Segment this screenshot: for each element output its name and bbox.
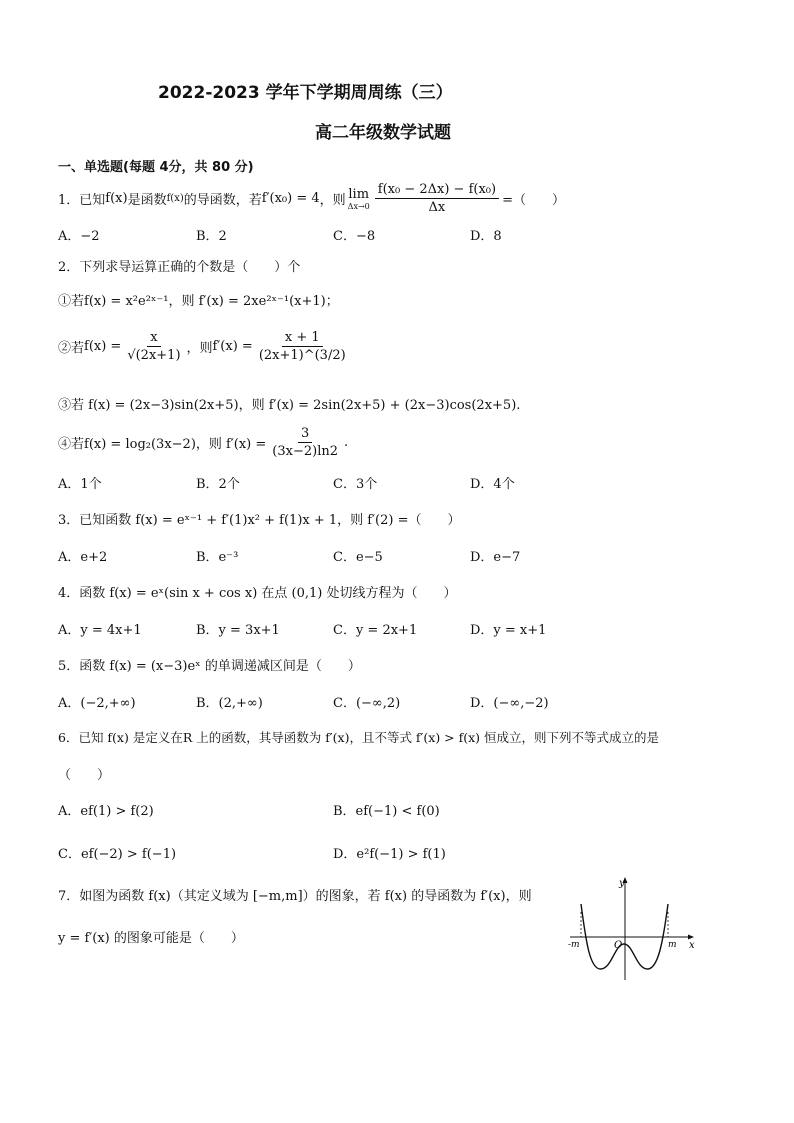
question-7-stem-line2: y = f′(x) 的图象可能是（ ）	[58, 931, 244, 946]
q3-option-b: B．e⁻³	[196, 550, 239, 565]
q1-fx2: f(x)	[166, 193, 184, 204]
q2-item2-right: f′(x) =	[212, 339, 253, 354]
q5-option-d: D．(−∞,−2)	[470, 696, 549, 711]
q2-item4-fraction	[269, 426, 341, 459]
y-label: y	[619, 878, 625, 889]
q5-option-b: B．(2,+∞)	[196, 696, 263, 711]
q2-item2-fraction	[124, 330, 183, 363]
exam-title: 2022-2023 学年下学期周周练（三）	[158, 83, 453, 103]
q1-mid3: ，则	[319, 193, 346, 208]
question-7-stem-line1: 7．如图为函数 f(x)（其定义域为 [−m,m]）的图象，若 f(x) 的导函数为 f′(x)，则	[58, 889, 532, 904]
q2-option-a: A．1个	[58, 477, 102, 492]
x-label: x	[689, 940, 695, 951]
q3-option-d: D．e−7	[470, 550, 521, 565]
q1-option-c: C．−8	[333, 229, 376, 244]
q2-item4-numerator: 3	[298, 426, 312, 443]
q3-option-a: A．e+2	[58, 550, 108, 565]
q4-option-c: C．y = 2x+1	[333, 623, 418, 638]
q1-fraction	[375, 182, 499, 215]
question-6-stem: 6．已知 f(x) 是定义在R 上的函数，其导函数为 f′(x)，且不等式 f′(x) > f(x) 恒成立，则下列不等式成立的是	[58, 730, 660, 745]
q1-option-b: B．2	[196, 229, 227, 244]
q3-option-c: C．e−5	[333, 550, 383, 565]
q6-option-b: B．ef(−1) < f(0)	[333, 804, 440, 819]
q6-option-c: C．ef(−2) > f(−1)	[58, 847, 177, 862]
q2-item1-expr: f(x) = x²e²ˣ⁻¹，则 f′(x) = 2xe²ˣ⁻¹(x+1)；	[84, 294, 339, 309]
q6-option-a: A．ef(1) > f(2)	[58, 804, 154, 819]
q1-condition: f′(x₀) = 4	[261, 191, 320, 206]
q2-item2-fraction2	[256, 330, 349, 363]
q2-option-d: D．4个	[470, 477, 515, 492]
origin-label: O	[614, 940, 623, 951]
q2-item-1	[58, 290, 339, 309]
q2-item2-label: ②若	[58, 341, 85, 356]
q2-option-b: B．2个	[196, 477, 240, 492]
q4-option-a: A．y = 4x+1	[58, 623, 142, 638]
question-5-stem: 5．函数 f(x) = (x−3)eˣ 的单调递减区间是（ ）	[58, 659, 361, 674]
q1-mid2: 的导函数，若	[183, 193, 262, 208]
question-4-stem: 4．函数 f(x) = eˣ(sin x + cos x) 在点 (0,1) 处切线方程为（ ）	[58, 586, 457, 601]
q1-denominator: Δx	[428, 200, 446, 215]
exam-subtitle: 高二年级数学试题	[315, 123, 451, 143]
q2-item1-label: ①若	[58, 294, 85, 309]
q2-item4-tail: .	[344, 435, 349, 450]
q1-option-a: A．−2	[58, 229, 100, 244]
q7-function-graph	[560, 872, 700, 984]
q2-item4-label: ④若	[58, 437, 85, 452]
q4-option-b: B．y = 3x+1	[196, 623, 280, 638]
q2-item2-denominator: √(2x+1)	[127, 348, 181, 363]
q2-option-c: C．3个	[333, 477, 378, 492]
section-heading: 一、单选题(每题 4分，共 80 分)	[58, 160, 254, 175]
q5-option-a: A．(−2,+∞)	[58, 696, 136, 711]
question-3-stem: 3．已知函数 f(x) = eˣ⁻¹ + f′(1)x² + f(1)x + 1，则 f′(2) =（ ）	[58, 513, 461, 528]
q6-paren: （ ）	[58, 768, 111, 783]
q5-option-c: C．(−∞,2)	[333, 696, 401, 711]
neg-m-label: -m	[568, 940, 580, 950]
question-2-stem: 2．下列求导运算正确的个数是（ ）个	[58, 260, 301, 275]
x-axis-arrow-icon	[688, 935, 694, 940]
q4-option-d: D．y = x+1	[470, 623, 547, 638]
q2-item4-left: f(x) = log₂(3x−2)，则 f′(x) =	[84, 437, 267, 452]
q1-option-d: D．8	[470, 229, 502, 244]
q2-item2-numerator: x	[147, 330, 160, 347]
q2-item2-mid: ，则	[186, 341, 213, 356]
q2-item4-denominator: (3x−2)ln2	[272, 444, 339, 459]
q1-numerator: f(x₀ − 2Δx) − f(x₀)	[375, 182, 499, 199]
q2-item2-numerator2: x + 1	[282, 330, 323, 347]
q6-option-d: D．e²f(−1) > f(1)	[333, 847, 446, 862]
q1-tail: =（ ）	[502, 193, 565, 208]
q1-prefix: 1．已知	[58, 193, 106, 208]
question-1-stem	[58, 182, 565, 215]
m-label: m	[668, 940, 677, 950]
q2-item2-denominator2: (2x+1)^(3/2)	[258, 348, 346, 363]
q1-fx: f(x)	[105, 191, 128, 206]
q1-limit	[348, 187, 370, 211]
q1-lim-word: lim	[348, 186, 370, 202]
q2-item-3: ③若 f(x) = (2x−3)sin(2x+5)，则 f′(x) = 2sin(2x+5) + (2x−3)cos(2x+5).	[58, 398, 521, 413]
q2-item-2	[58, 330, 352, 363]
q1-lim-sub: Δx→0	[347, 201, 370, 211]
q1-mid: 是函数	[127, 193, 167, 208]
q2-item-4	[58, 426, 348, 459]
q2-item2-left: f(x) =	[84, 339, 122, 354]
